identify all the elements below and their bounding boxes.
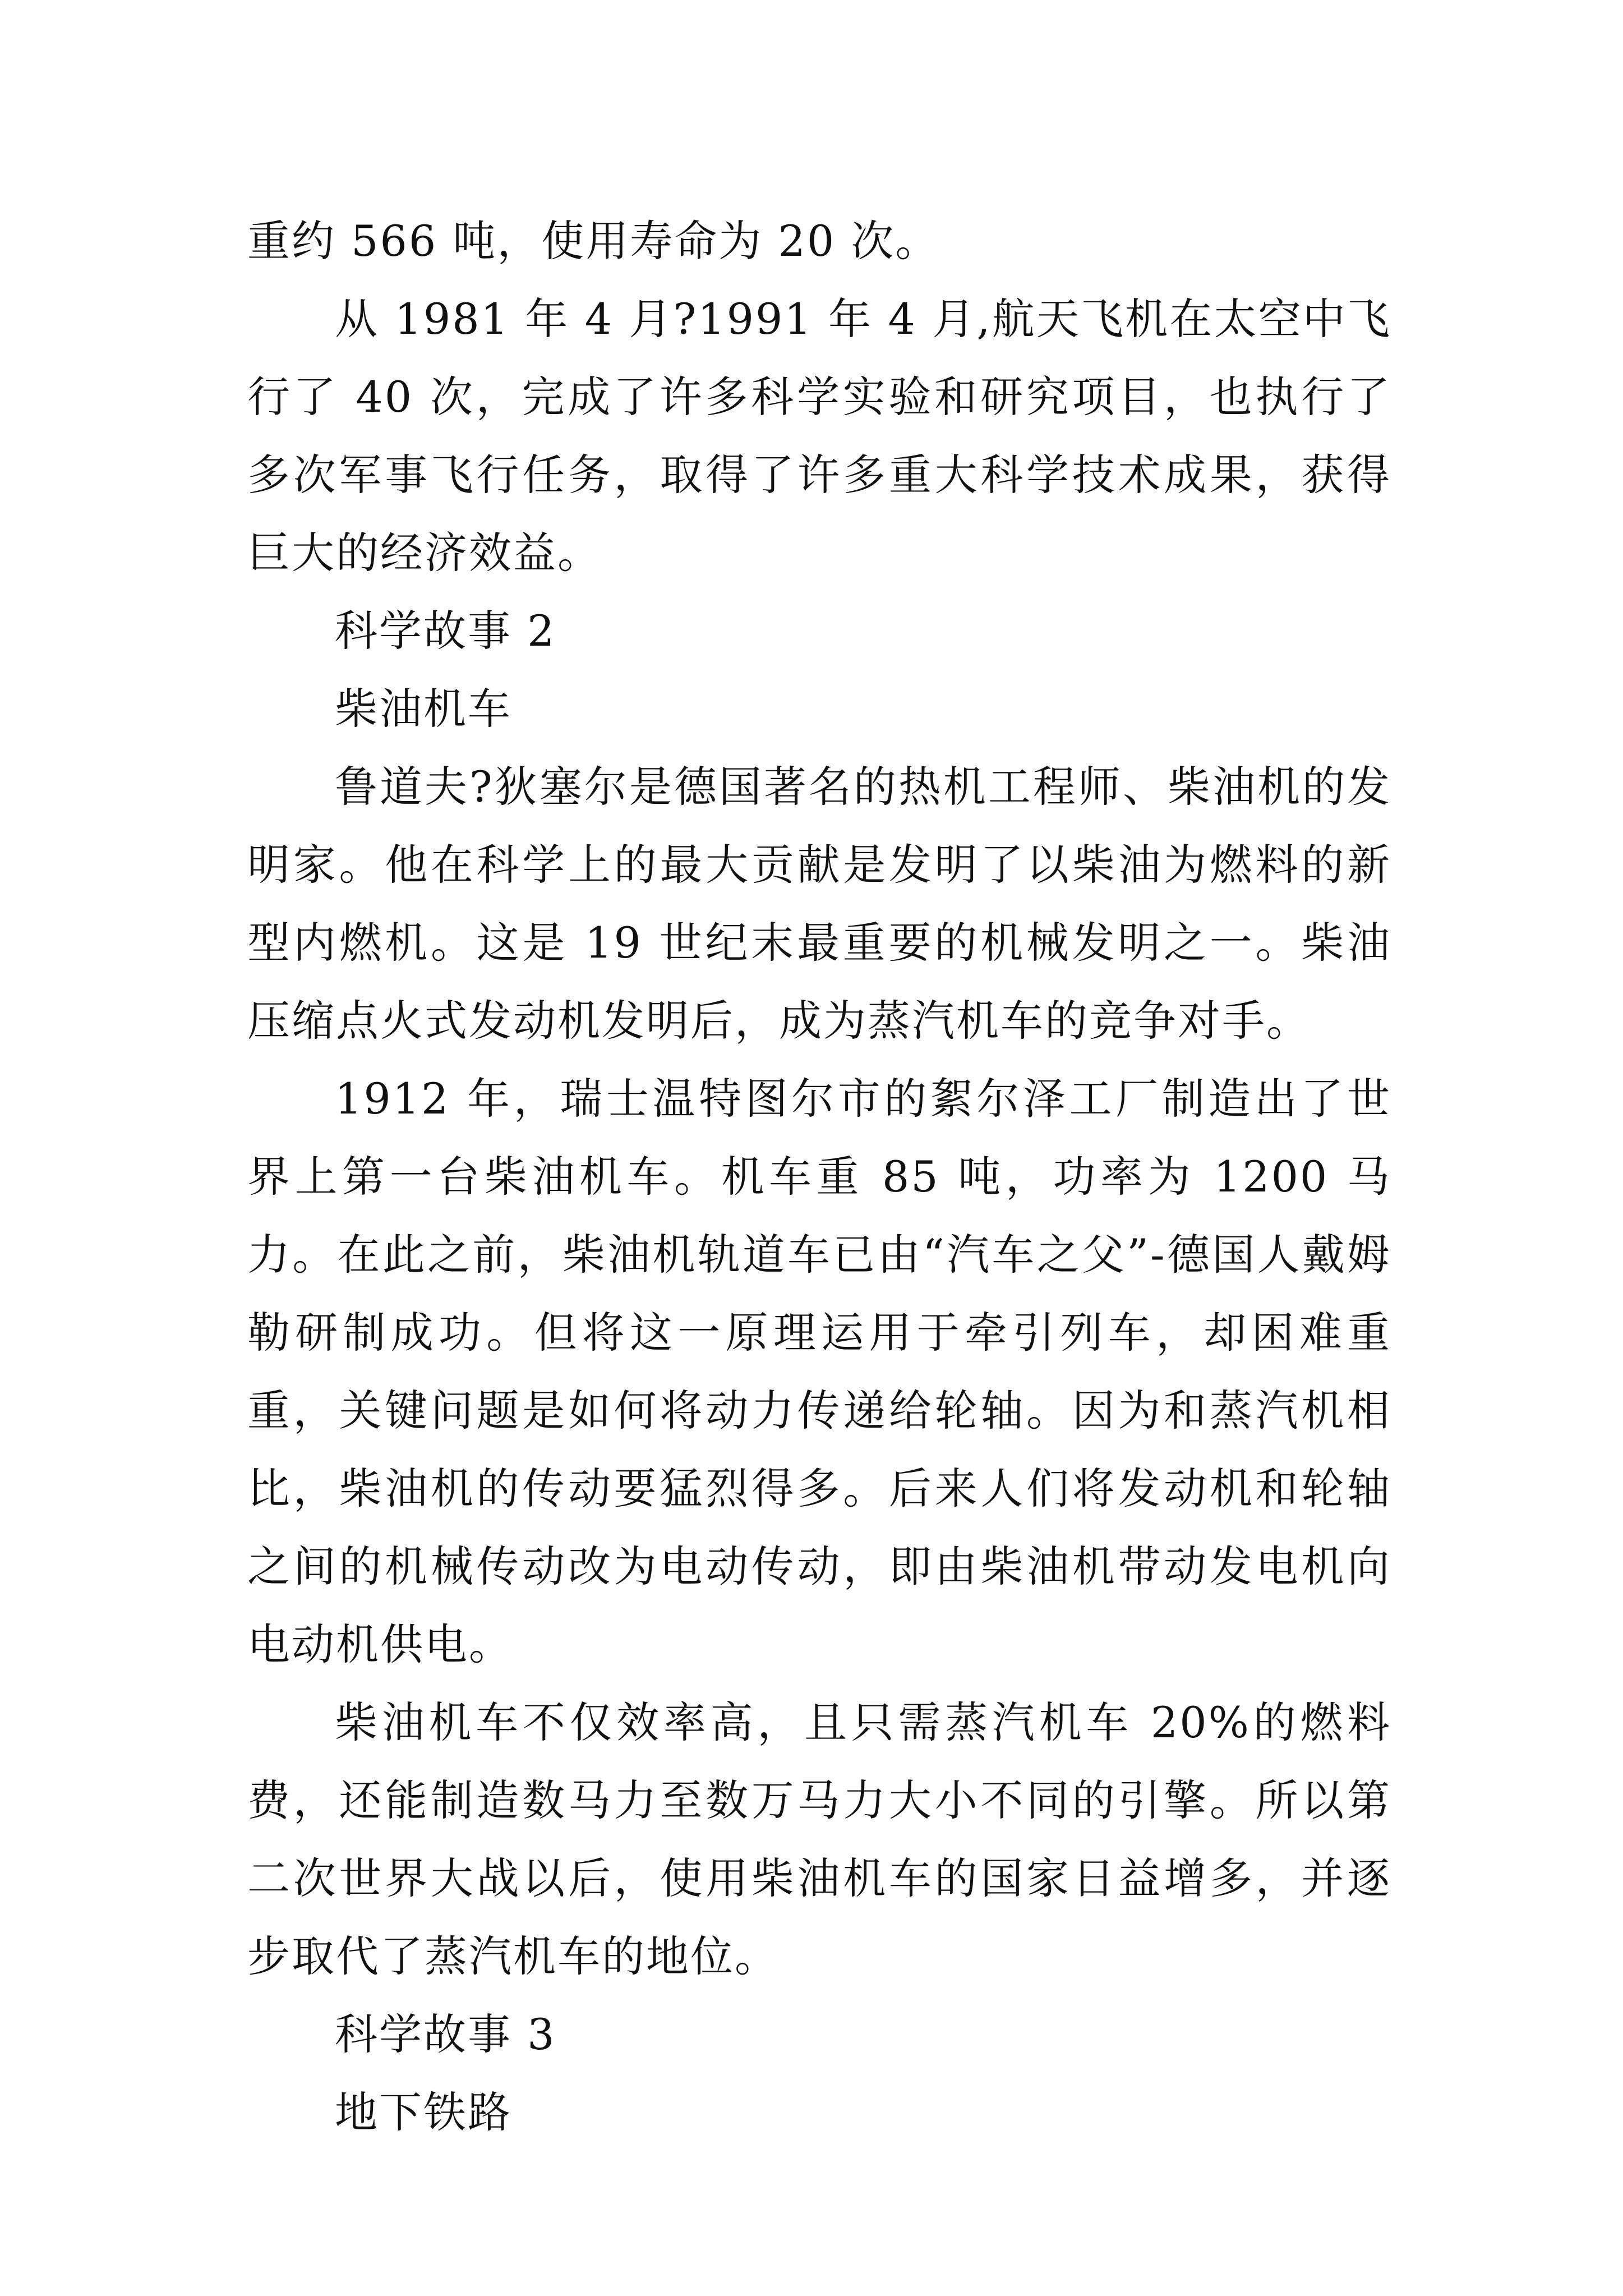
document-body [247,202,1391,2151]
paragraph-shuttle-flights: 从 1981 年 4 月?1991 年 4 月,航天飞机在太空中飞行了 40 次，完成了许多科学实验和研究项目，也执行了多次军事飞行任务，取得了许多重大科学技术成果，获得巨大的经济效益。 [247,294,1391,578]
section-title-diesel-locomotive: 柴油机车 [335,684,512,734]
paragraph-first-diesel-locomotive: 1912 年，瑞士温特图尔市的絮尔泽工厂制造出了世界上第一台柴油机车。机车重 85 吨，功率为 1200 马力。在此之前，柴油机轨道车已由“汽车之父”-德国人戴姆勒研制成功。但将这一原理运用于牵引列车，却困难重重，关键问题是如何将动力传递给轮轴。因为和蒸汽机相比，柴油机的传动要猛烈得多。后来人们将发动机和轮轴之间的机械传动改为电动传动，即由柴油机带动发电机向电动机供电。 [247,1074,1391,1669]
section-title-subway: 地下铁路 [335,2087,512,2137]
section-heading-story-2: 科学故事 2 [335,606,556,656]
paragraph-shuttle-weight: 重约 566 吨，使用寿命为 20 次。 [247,216,940,266]
section-heading-story-3: 科学故事 3 [335,2009,556,2059]
paragraph-diesel-inventor: 鲁道夫?狄塞尔是德国著名的热机工程师、柴油机的发明家。他在科学上的最大贡献是发明了以柴油为燃料的新型内燃机。这是 19 世纪末最重要的机械发明之一。柴油压缩点火式发动机发明后，成为蒸汽机车的竞争对手。 [247,762,1391,1046]
paragraph-diesel-efficiency: 柴油机车不仅效率高，且只需蒸汽机车 20%的燃料费，还能制造数马力至数万马力大小不同的引擎。所以第二次世界大战以后，使用柴油机车的国家日益增多，并逐步取代了蒸汽机车的地位。 [247,1697,1391,1981]
